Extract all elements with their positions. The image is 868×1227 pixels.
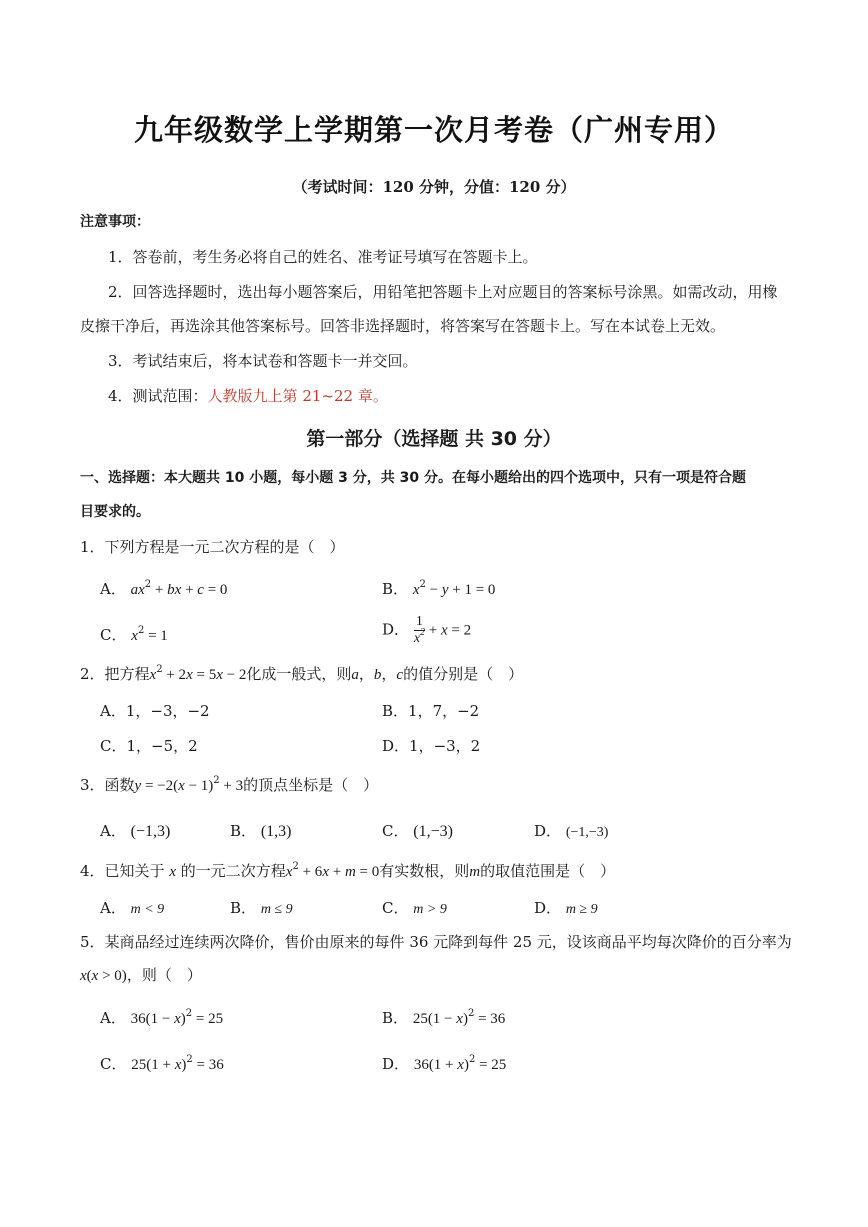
section-1-intro-line-1: 一、选择题：本大题共 10 小题，每小题 3 分，共 30 分。在每小题给出的四个选项中，只有一项是符合题: [80, 470, 746, 486]
question-1-stem: 1．下列方程是一元二次方程的是（ ）: [80, 538, 345, 556]
question-3-option-d: D． (−1,−3): [534, 822, 609, 840]
question-5-option-a: A． $36(1 - x)^2 = 25$: [100, 1008, 224, 1027]
question-1-option-b: B． $x^2 - y + 1 = 0$: [382, 579, 496, 598]
notes-heading: 注意事项：: [80, 214, 150, 230]
section-1-intro-line-2: 目要求的。: [80, 504, 150, 520]
question-3-option-c: C． (1,−3): [382, 822, 453, 840]
note-1: 1．答卷前，考生务必将自己的姓名、准考证号填写在答题卡上。: [108, 248, 538, 266]
section-1-title: 第一部分（选择题 共 30 分）: [306, 428, 562, 450]
page-title: 九年级数学上学期第一次月考卷（广州专用）: [133, 113, 734, 147]
question-3-option-b: B． (1,3): [230, 822, 292, 840]
question-5-stem-line-2: x(x > 0)，则（ ）: [80, 966, 202, 984]
note-2-line-2: 皮擦干净后，再选涂其他答案标号。回答非选择题时，将答案写在答题卡上。写在本试卷上无效。: [80, 317, 726, 335]
note-4: 4．测试范围：人教版九上第 21~22 章。: [108, 387, 388, 405]
question-5-stem-line-1: 5．某商品经过连续两次降价，售价由原来的每件 36 元降到每件 25 元，设该商品平均每次降价的百分率为: [80, 933, 792, 951]
question-1-option-c: C． $x^2 = 1$: [100, 625, 168, 644]
question-4-option-a: A． m < 9: [100, 899, 165, 917]
question-2-option-a: A．1，−3，−2: [100, 702, 210, 720]
question-2-option-d: D．1，−3，2: [382, 737, 481, 755]
question-5-option-b: B． $25(1 - x)^2 = 36$: [382, 1008, 506, 1027]
question-4-option-c: C． m > 9: [382, 899, 447, 917]
note-2-line-1: 2．回答选择题时，选出每小题答案后，用铅笔把答题卡上对应题目的答案标号涂黑。如需改动，用橡: [108, 283, 778, 301]
exam-info: （考试时间：120 分钟，分值：120 分）: [292, 178, 576, 196]
question-2-option-c: C．1，−5，2: [100, 737, 198, 755]
question-4-stem: 4．已知关于 x 的一元二次方程$x^2 + 6x + m = 0$有实数根，则m的取值范围是（ ）: [80, 861, 616, 880]
note-3: 3．考试结束后，将本试卷和答题卡一并交回。: [108, 352, 418, 370]
question-3-stem: 3．函数$y = -2(x - 1)^2 + 3$的顶点坐标是（ ）: [80, 775, 379, 794]
question-4-option-b: B． m ≤ 9: [230, 899, 293, 917]
question-1-option-a: A． $ax^2$ + bx + c = 0: [100, 579, 228, 598]
question-5-option-c: C． $25(1 + x)^2 = 36$: [100, 1054, 224, 1073]
question-1-option-d: D． $\frac{1}{x^2}$ + x = 2: [382, 614, 472, 646]
question-4-option-d: D． m ≥ 9: [534, 899, 598, 917]
test-range: 人教版九上第 21~22 章。: [207, 387, 388, 405]
question-2-stem: 2．把方程$x^2 + 2x = 5x - 2$化成一般式，则a，b，c的值分别是（ ）: [80, 664, 524, 683]
question-3-option-a: A． (−1,3): [100, 822, 171, 840]
question-5-option-d: D． $36(1 + x)^2 = 25$: [382, 1054, 507, 1073]
question-2-option-b: B．1，7，−2: [382, 702, 480, 720]
